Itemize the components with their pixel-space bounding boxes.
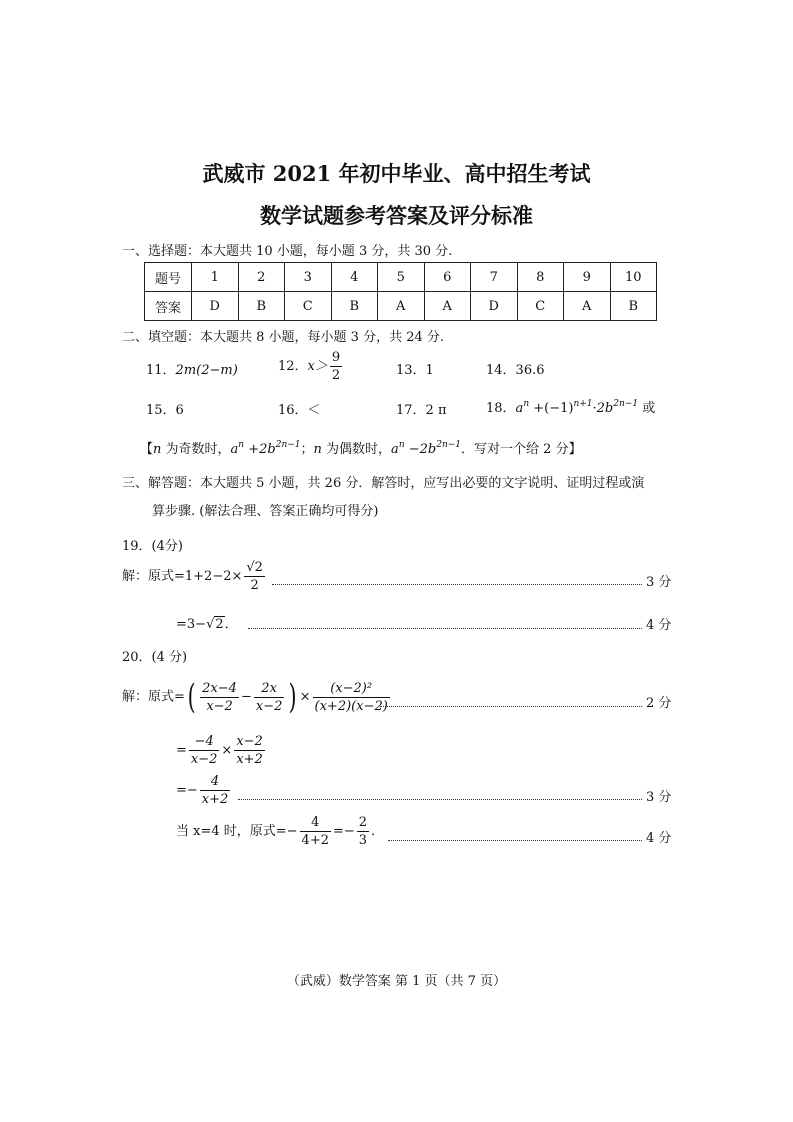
q20-frac5-num: x−2: [236, 734, 263, 749]
note-t2: ；: [300, 442, 314, 457]
q19-score-2: 4 分: [646, 618, 672, 633]
q14-number: 14．: [486, 363, 516, 378]
q11-answer: 2m(2−m): [175, 363, 238, 378]
note-n1: n: [153, 442, 162, 457]
table-row-answers: [145, 292, 657, 321]
q14-answer: 36.6: [515, 363, 545, 378]
q18-base: a: [515, 401, 524, 416]
q20-frac1-den: x−2: [206, 698, 233, 714]
fill-answer-15: [146, 399, 184, 418]
table-cell: C: [285, 292, 332, 321]
q18-number: 18．: [486, 401, 516, 416]
table-cell: A: [424, 292, 471, 321]
q17-number: 17．: [396, 403, 426, 418]
dotted-leader: [238, 799, 642, 800]
fill-answer-13: [396, 359, 434, 378]
q19-line2-prefix: =3−: [176, 617, 207, 632]
note-t3: 为偶数时，: [321, 442, 392, 457]
fill-answer-17: [396, 399, 447, 418]
q20-frac-8: [357, 815, 369, 848]
note-e1: n: [238, 440, 245, 450]
section-1-heading: 一、选择题：本大题共 10 小题，每小题 3 分，共 30 分.: [122, 244, 453, 259]
q19-score-1: 3 分: [646, 575, 672, 590]
q20-line4-prefix: 当 x=4 时，原式=−: [176, 824, 298, 839]
table-cell: D: [192, 292, 239, 321]
dotted-leader: [388, 840, 642, 841]
q12-lhs: x＞: [307, 359, 328, 374]
q20-line3-eq: =−: [176, 783, 198, 798]
q20-frac4-num: −4: [189, 734, 220, 751]
table-row-numbers: [145, 263, 657, 292]
q20-score-2: 3 分: [646, 790, 672, 805]
note-m4: −2b: [404, 442, 437, 457]
table-cell: 5: [378, 263, 425, 292]
note-e2: 2n−1: [275, 440, 301, 450]
right-paren-icon: ): [289, 677, 297, 717]
q18-exp-2: n+1: [573, 399, 593, 409]
answer-table: [144, 262, 657, 321]
note-t4: ．写对一个给 2 分】: [461, 442, 582, 457]
fill-answer-12: [278, 350, 344, 383]
table-head-number: 题号: [145, 263, 192, 292]
fill-answer-18: [486, 397, 655, 416]
q20-frac3-num: (x−2)²: [313, 681, 390, 698]
q20-score-3: 4 分: [646, 831, 672, 846]
note-m1: a: [230, 442, 239, 457]
q19-fraction: [244, 560, 265, 593]
q20-frac1-num: 2x−4: [202, 680, 237, 696]
q20-times: ×: [299, 689, 311, 705]
note-t1: 为奇数时，: [161, 442, 231, 457]
sqrt-icon: √: [206, 617, 215, 632]
q18-exp-3: 2n−1: [613, 399, 639, 409]
q20-score-1: 2 分: [646, 696, 672, 711]
dotted-leader: [272, 584, 642, 585]
note-m2: +2b: [244, 442, 276, 457]
q16-answer: ＜: [307, 403, 321, 418]
table-cell: 6: [424, 263, 471, 292]
dotted-leader: [248, 628, 642, 629]
dotted-leader: [380, 706, 642, 707]
q20-frac-6: [200, 774, 231, 807]
page-footer: （武威）数学答案 第 1 页（共 7 页）: [286, 974, 507, 989]
table-cell: 9: [564, 263, 611, 292]
section-3-heading-line-2: 算步骤. (解法合理、答案正确均可得分): [152, 504, 379, 519]
q19-numerator: √2: [246, 560, 263, 575]
table-cell: 2: [238, 263, 285, 292]
q20-frac-4: [189, 734, 220, 767]
q20-frac7-den: 4+2: [301, 833, 329, 848]
q18-dot: ·2b: [592, 401, 614, 416]
q20-frac6-den: x+2: [201, 792, 229, 807]
q20-frac6-num: 4: [200, 774, 231, 791]
q19-line-1: [122, 560, 267, 593]
q20-line-2: [176, 734, 267, 767]
table-cell: 3: [285, 263, 332, 292]
q20-minus: −: [240, 689, 252, 705]
q15-answer: 6: [175, 403, 184, 418]
fill-answer-16: [278, 399, 321, 418]
q15-number: 15．: [146, 403, 176, 418]
note-n2: n: [313, 442, 322, 457]
title-line-2: 数学试题参考答案及评分标准: [260, 203, 533, 228]
section-2-heading: 二、填空题：本大题共 8 小题，每小题 3 分，共 24 分.: [122, 330, 445, 345]
q20-heading: 20．(4 分): [122, 650, 188, 665]
q20-frac-7: [300, 815, 331, 848]
q20-frac5-den: x+2: [236, 752, 263, 767]
q20-line4-tail: ．: [371, 824, 385, 839]
q18-note: [140, 438, 582, 457]
q20-frac-2: [254, 681, 285, 714]
table-cell: 10: [610, 263, 657, 292]
table-cell: C: [517, 292, 564, 321]
table-cell: B: [610, 292, 657, 321]
q20-frac-1: [200, 681, 239, 714]
q20-frac4-den: x−2: [190, 752, 218, 767]
q20-line1-prefix: 解：原式=: [122, 689, 185, 705]
q20-frac8-num: 2: [358, 815, 368, 830]
table-cell: 7: [471, 263, 518, 292]
q20-line2-eq: =: [176, 743, 187, 758]
note-e4: 2n−1: [436, 440, 462, 450]
q18-tail: 或: [638, 401, 656, 416]
q20-frac7-num: 4: [300, 815, 331, 832]
q11-number: 11．: [146, 363, 176, 378]
q19-root: 2: [215, 617, 224, 632]
q20-line-1: [122, 677, 392, 717]
table-head-answer: 答案: [145, 292, 192, 321]
q12-fraction: [330, 350, 342, 383]
q13-answer: 1: [425, 363, 434, 378]
q20-frac-5: [234, 734, 265, 767]
q12-number: 12．: [278, 359, 308, 374]
q12-denominator: 2: [331, 368, 341, 383]
table-cell: A: [378, 292, 425, 321]
fill-answer-14: [486, 359, 545, 378]
q20-line-4: [176, 815, 384, 848]
q19-line-2: [176, 613, 238, 632]
q19-denominator: 2: [250, 578, 259, 593]
table-cell: D: [471, 292, 518, 321]
q19-line1-prefix: 解：原式=1+2−2×: [122, 569, 243, 584]
table-cell: A: [564, 292, 611, 321]
q20-frac3-den: (x+2)(x−2): [314, 698, 388, 714]
section-3-heading-line-1: 三、解答题：本大题共 5 小题，共 26 分．解答时，应写出必要的文字说明、证明过程或演: [122, 476, 645, 491]
fill-answer-11: [146, 359, 238, 378]
q20-line-3: [176, 774, 232, 807]
note-e3: n: [398, 440, 405, 450]
q20-frac-3: [313, 681, 390, 714]
table-cell: 8: [517, 263, 564, 292]
q16-number: 16．: [278, 403, 308, 418]
q20-frac2-num: 2x: [254, 681, 285, 698]
left-paren-icon: (: [187, 677, 196, 717]
title-line-1: 武威市 2021 年初中毕业、高中招生考试: [202, 161, 591, 186]
note-m3: a: [391, 442, 399, 457]
q20-line4-mid: =−: [332, 824, 355, 839]
q12-numerator: 9: [331, 350, 341, 365]
table-cell: 1: [192, 263, 239, 292]
q19-line2-tail: ．: [224, 617, 238, 632]
table-cell: B: [331, 292, 378, 321]
q20-times-2: ×: [221, 743, 233, 758]
q17-answer: 2 π: [425, 403, 447, 418]
table-cell: B: [238, 292, 285, 321]
table-cell: 4: [331, 263, 378, 292]
note-open: 【: [140, 442, 154, 457]
q18-mid: +(−1): [529, 401, 574, 416]
q19-heading: 19．(4分): [122, 539, 183, 554]
q18-exp-1: n: [523, 399, 530, 409]
q13-number: 13．: [396, 363, 426, 378]
q20-frac2-den: x−2: [255, 698, 283, 714]
q20-frac8-den: 3: [358, 833, 368, 848]
